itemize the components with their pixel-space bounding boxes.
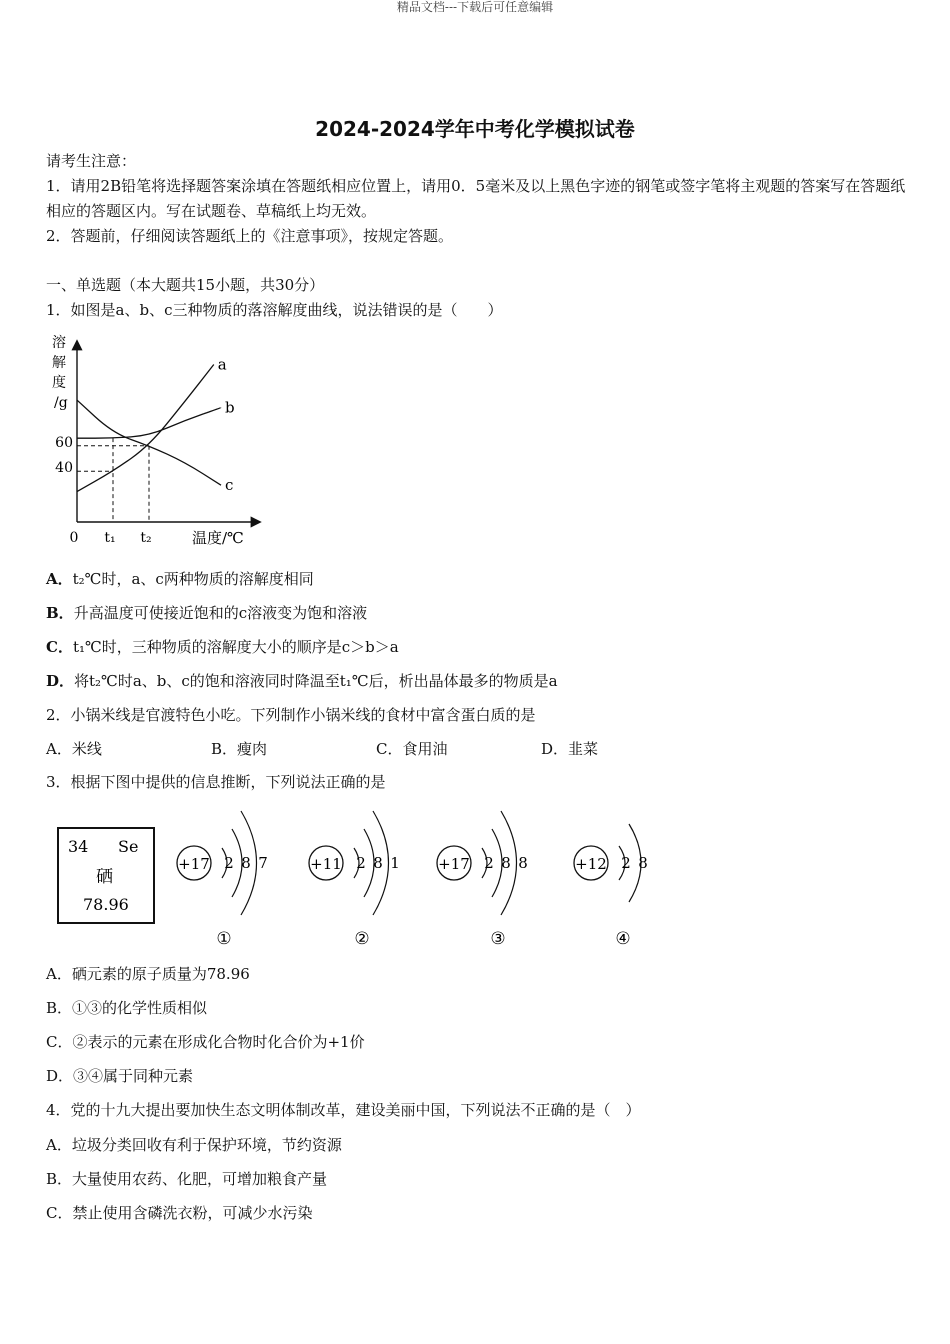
shell-1: 2 xyxy=(224,854,234,872)
atom-label: ② xyxy=(354,929,370,949)
q2-option-c[interactable]: C．食用油 xyxy=(376,740,448,758)
tick-label-t1: t₁ xyxy=(104,530,116,546)
section-heading: 一、单选题（本大题共15小题，共30分） xyxy=(46,276,325,294)
q2-options xyxy=(46,738,906,758)
tick-label-t2: t₂ xyxy=(140,530,152,546)
x-axis-label: 温度/℃ xyxy=(192,529,244,547)
q1-option-c[interactable]: C．t₁℃时，三种物质的溶解度大小的顺序是c＞b＞a xyxy=(46,638,399,656)
q3-option-d[interactable]: D．③④属于同种元素 xyxy=(46,1067,194,1085)
curve-label-a: a xyxy=(217,355,227,374)
curve-label-b: b xyxy=(225,398,235,417)
shell-2: 8 xyxy=(241,854,251,872)
shell-2: 8 xyxy=(638,854,648,872)
nucleus-label: +12 xyxy=(575,855,607,873)
shell-3: 8 xyxy=(518,854,528,872)
curve-b xyxy=(77,408,221,438)
atom-diagram-3 xyxy=(437,811,528,949)
shell-1: 2 xyxy=(484,854,494,872)
q4-option-b[interactable]: B．大量使用农药、化肥，可增加粮食产量 xyxy=(46,1170,328,1188)
q3-option-b[interactable]: B．①③的化学性质相似 xyxy=(46,999,208,1017)
q1-option-a[interactable]: A．t₂℃时，a、c两种物质的溶解度相同 xyxy=(46,570,314,588)
question-3-stem: 3．根据下图中提供的信息推断，下列说法正确的是 xyxy=(46,773,386,791)
notice-heading: 请考生注意： xyxy=(46,152,137,170)
q1-option-d[interactable]: D．将t₂℃时a、b、c的饱和溶液同时降温至t₁℃后，析出晶体最多的物质是a xyxy=(46,672,558,690)
atom-label: ① xyxy=(216,929,232,949)
q2-option-a[interactable]: A．米线 xyxy=(46,740,102,758)
q2-option-b[interactable]: B．瘦肉 xyxy=(211,740,268,758)
atom-diagram-2 xyxy=(309,811,400,949)
element-number: 34 xyxy=(68,837,89,856)
curve-label-c: c xyxy=(225,476,234,495)
nucleus-label: +17 xyxy=(438,855,470,873)
q1-option-b[interactable]: B．升高温度可使接近饱和的c溶液变为饱和溶液 xyxy=(46,604,368,622)
notice-item-2: 2．答题前，仔细阅读答题纸上的《注意事项》，按规定答题。 xyxy=(46,227,454,245)
shell-1: 2 xyxy=(621,854,631,872)
q2-option-d[interactable]: D．韭菜 xyxy=(541,740,599,758)
solubility-chart xyxy=(46,330,276,552)
notice-item-1: 1．请用2B铅笔将选择题答案涂填在答题纸相应位置上，请用0．5毫米及以上黑色字迹的钢笔或签字笔将主观题的答案写在答题纸相应的答题区内。写在试题卷、草稿纸上均无效。 xyxy=(46,177,906,220)
y-axis-label: 溶解度/g xyxy=(52,335,68,411)
element-mass: 78.96 xyxy=(83,895,129,914)
page-header: 精品文档---下载后可任意编辑 xyxy=(396,0,554,14)
shell-3: 7 xyxy=(258,854,268,872)
q3-option-c[interactable]: C．②表示的元素在形成化合物时化合价为+1价 xyxy=(46,1033,365,1051)
shell-2: 8 xyxy=(501,854,511,872)
element-name: 硒 xyxy=(96,867,113,887)
page-title: 2024-2024学年中考化学模拟试卷 xyxy=(315,117,635,141)
q4-option-a[interactable]: A．垃圾分类回收有利于保护环境，节约资源 xyxy=(46,1136,342,1154)
question-2-stem: 2．小锅米线是官渡特色小吃。下列制作小锅米线的食材中富含蛋白质的是 xyxy=(46,706,536,724)
question-1-stem: 1．如图是a、b、c三种物质的落溶解度曲线，说法错误的是（ ） xyxy=(46,301,503,319)
atom-structure-figure xyxy=(46,800,666,952)
atom-label: ④ xyxy=(615,929,631,949)
shell-1: 2 xyxy=(356,854,366,872)
element-symbol: Se xyxy=(118,837,139,856)
shell-3: 1 xyxy=(390,854,400,872)
origin-label: 0 xyxy=(69,530,79,546)
tick-label-y-60: 60 xyxy=(55,435,73,451)
q3-option-a[interactable]: A．硒元素的原子质量为78.96 xyxy=(46,965,250,983)
tick-label-y-40: 40 xyxy=(55,460,73,476)
atom-diagram-1 xyxy=(177,811,268,949)
atom-label: ③ xyxy=(490,929,506,949)
element-card xyxy=(58,828,154,923)
curve-a xyxy=(77,365,214,492)
q4-option-c[interactable]: C．禁止使用含磷洗衣粉，可减少水污染 xyxy=(46,1204,313,1222)
nucleus-label: +17 xyxy=(178,855,210,873)
nucleus-label: +11 xyxy=(310,855,342,873)
atom-diagram-4 xyxy=(574,824,648,949)
question-4-stem: 4．党的十九大提出要加快生态文明体制改革，建设美丽中国，下列说法不正确的是（ ） xyxy=(46,1101,641,1119)
shell-2: 8 xyxy=(373,854,383,872)
